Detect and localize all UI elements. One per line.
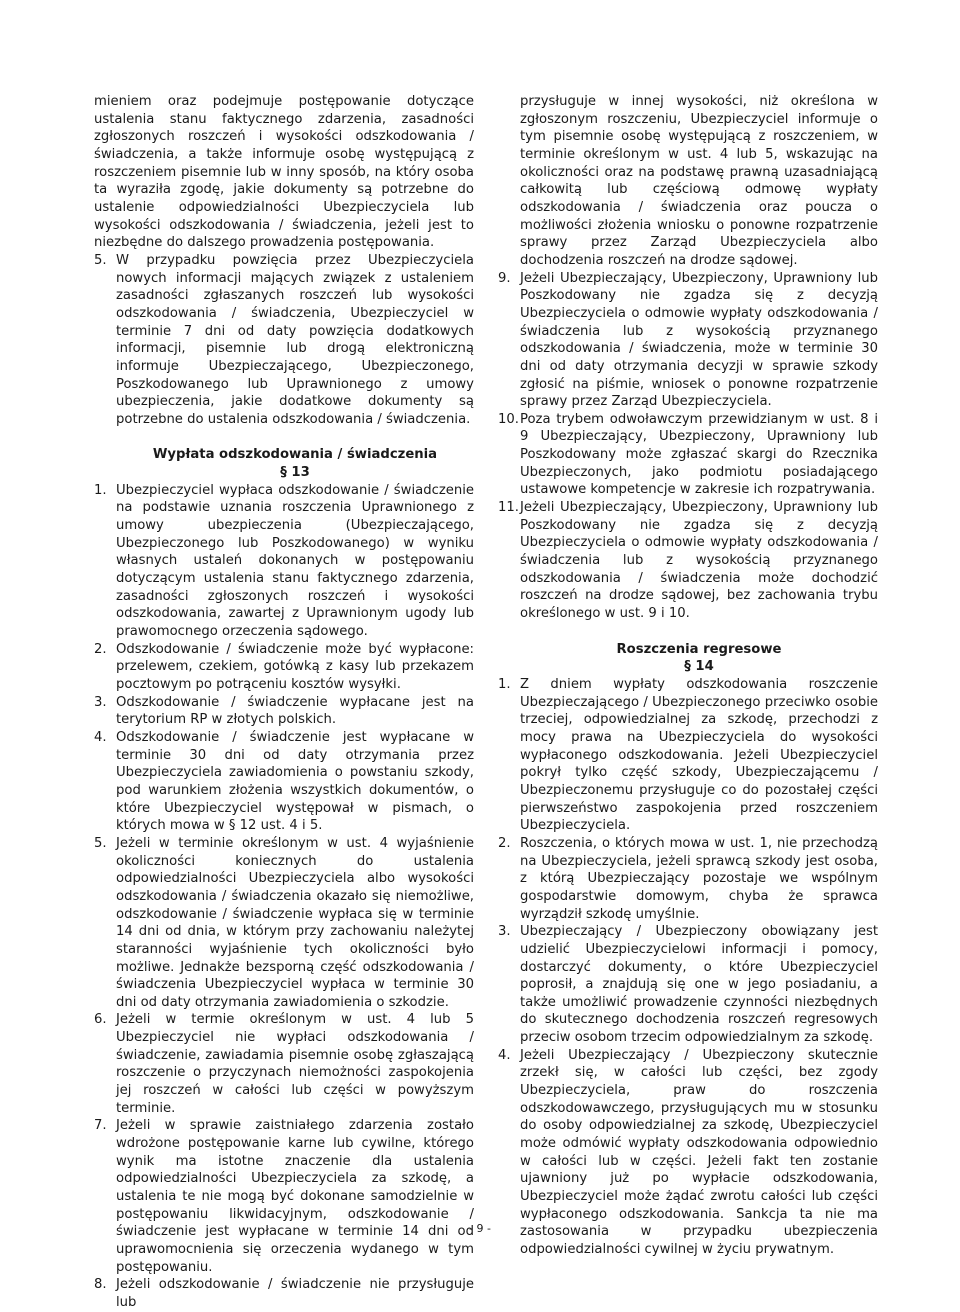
list-item-number: 8.: [94, 1277, 107, 1293]
list-item-text: W przypadku powzięcia przez Ubezpieczyciela nowych informacji mających związek z ustaleniem zasadności zgłaszanych roszczeń lub wysokości odszkodowania / świadczenia, Ubezpieczyciel w terminie 7 dni od daty powzięcia dodatkowych informacji, pisemnie lub drogą elektroniczną informuje Ubezpieczającego, Ubezpieczonego, Poszkodowanego lub Uprawnionego z umowy ubezpieczenia, jakie dodatkowe dokumenty są potrzebne do ustalenia odszkodowania / świadczenia.: [116, 252, 474, 427]
list-item-text: Odszkodowanie / świadczenie może być wypłacone: przelewem, czekiem, gotówką z kasy lub przekazem pocztowym po potrąceniu kosztów wysyłki.: [116, 641, 474, 692]
list-item-text: Jeżeli Ubezpieczający, Ubezpieczony, Uprawniony lub Poszkodowany nie zgadza się z decyzją Ubezpieczyciela o odmowie wypłaty odszkodowania / świadczenia lub z wysokością przyznanego odszkodowania / świadczenia może dochodzić roszczeń na drodze sądowej, bez zachowania trybu określonego w ust. 9 i 10.: [520, 500, 878, 622]
list-item-number: 3.: [94, 694, 107, 710]
right-column: [498, 93, 878, 1259]
list-item-text: Jeżeli odszkodowanie / świadczenie nie przysługuje lub: [116, 1277, 474, 1310]
list-item: [498, 411, 878, 499]
list-item-number: 3.: [498, 924, 511, 940]
list-item: [498, 676, 878, 835]
list-item-text: Ubezpieczający / Ubezpieczony obowiązany jest udzielić Ubezpieczycielowi informacji i pomocy, dostarczyć dokumenty, o które Ubezpieczyciel poprosił, a znajdują się one w jego posiadaniu, a także umożliwić prowadzenie czynności niezbędnych do skutecznego dochodzenia roszczeń regresowych przeciw osobom trzecim odpowiedzialnym za szkodę.: [520, 924, 878, 1046]
list-item-number: 6.: [94, 1012, 107, 1028]
list-item-text: Z dniem wypłaty odszkodowania roszczenie Ubezpieczającego / Ubezpieczonego przeciwko osobie trzeciej, odpowiedzialnej za szkodę, przechodzi z mocy prawa na Ubezpieczyciela do wysokości wypłaconego odszkodowania. Jeżeli Ubezpieczyciel pokrył tylko część szkody, Ubezpieczającemu / Ubezpieczonemu przysługuje co do pozostałej części pierwszeństwo zaspokojenia przed roszczeniem Ubezpieczyciela.: [520, 677, 878, 834]
list-item-number: 1.: [94, 482, 107, 498]
list-item-text: Roszczenia, o których mowa w ust. 1, nie przechodzą na Ubezpieczyciela, jeżeli sprawcą szkody jest osoba, z którą Ubezpieczający pozostaje we wspólnym gospodarstwie domowym, chyba że sprawca wyrządził szkodę umyślnie.: [520, 835, 878, 922]
list-item-text: Odszkodowanie / świadczenie jest wypłacane w terminie 30 dni od daty otrzymania przez Ubezpieczyciela zawiadomienia o powstaniu szkody, pod warunkiem złożenia wszystkich dokumentów, o które Ubezpieczyciel występował w pismach, o których mowa w § 12 ust. 4 i 5.: [116, 729, 474, 834]
list-item-number: 2.: [94, 641, 107, 657]
list-item-text: Odszkodowanie / świadczenie wypłacane jest na terytorium RP w złotych polskich.: [116, 694, 474, 728]
list-item: [498, 499, 878, 623]
list-item: [498, 835, 878, 923]
section-14-title: Roszczenia regresowe: [616, 641, 782, 657]
list-item: [94, 1117, 474, 1276]
right-continuation-paragraph: przysługuje w innej wysokości, niż określona w zgłoszonym roszczeniu, Ubezpieczyciel informuje o tym pisemnie osobę występującą z roszczeniem, w terminie określonym w ust. 4 lub 5, wskazując na okoliczności oraz na podstawę prawną uzasadniającą całkowitą lub częściową odmowę wypłaty odszkodowania / świadczenia oraz poucza o możliwości złożenia wniosku o ponowne rozpatrzenie sprawy przez Zarząd Ubezpieczyciela albo dochodzenia roszczeń na drodze sądowej.: [520, 94, 878, 268]
list-item-text: Jeżeli w terminie określonym w ust. 4 wyjaśnienie okoliczności koniecznych do ustalenia odpowiedzialności Ubezpieczyciela albo wysokości odszkodowania / świadczenia okazało się niemożliwe, odszkodowanie / świadczenie wypłaca się w terminie 14 dni od dnia, w którym przy zachowaniu należytej staranności wyjaśnienie tych okoliczności było możliwe. Jednakże bezsporną część odszkodowania / świadczenia Ubezpieczyciel wypłaca w terminie 30 dni od daty otrzymania zawiadomienia o szkodzie.: [116, 835, 474, 1010]
list-item-text: Poza trybem odwoławczym przewidzianym w ust. 8 i 9 Ubezpieczający, Ubezpieczony, Uprawniony lub Poszkodowany może zgłaszać skargi do Rzecznika Ubezpieczonych, jako podmiotu posiadającego ustawowe kompetencje w zakresie ich rozpatrywania.: [520, 411, 878, 498]
left-column: [94, 93, 474, 1312]
list-item: [94, 729, 474, 835]
list-item-text: Ubezpieczyciel wypłaca odszkodowanie / świadczenie na podstawie uznania roszczenia Uprawnionego z umowy ubezpieczenia (Ubezpieczającego, Ubezpieczonego lub Poszkodowanego) w wyniku własnych ustaleń dokonanych w postępowaniu dotyczącym ustalenia stanu faktycznego zdarzenia, zasadności zgłoszonych roszczeń i wysokości odszkodowania, zawartej z Uprawnionym ugody lub prawomocnego orzeczenia sądowego.: [116, 482, 474, 640]
list-item-number: 9.: [498, 270, 511, 286]
list-item: [94, 641, 474, 694]
list-item-text: Jeżeli w sprawie zaistniałego zdarzenia zostało wdrożone postępowanie karne lub cywilne, którego wynik ma istotne znaczenie dla ustalenia odpowiedzialności Ubezpieczyciela za szkodę, a ustalenia te nie mogą być dokonane samodzielnie w postępowaniu likwidacyjnym, odszkodowanie / świadczenie jest wypłacane w terminie 14 dni od uprawomocnienia się orzeczenia wydanego w tym postępowaniu.: [116, 1118, 474, 1275]
list-item: [94, 1276, 474, 1311]
list-item-number: 1.: [498, 677, 511, 692]
list-item: [94, 252, 474, 429]
list-item: [94, 835, 474, 1012]
list-item-number: 10.: [498, 411, 519, 427]
list-item: [498, 270, 878, 411]
list-item: [94, 1011, 474, 1117]
list-item-text: Jeżeli Ubezpieczający / Ubezpieczony skutecznie zrzekł się, w całości lub części, bez zgody Ubezpieczyciela, praw do roszczenia odszkodowawczego, przysługujących mu w stosunku do osoby odpowiedzialnej za szkodę, Ubezpieczyciel może odmówić wypłaty odszkodowania odpowiednio w całości lub w części. Jeżeli fakt ten zostanie ujawniony już po wypłacie odszkodowania, Ubezpieczyciel może żądać zwrotu całości lub części wypłaconego odszkodowania. Sankcja ta nie ma zastosowania w przypadku ubezpieczenia odpowiedzialności cywilnej w życiu prywatnym.: [520, 1047, 878, 1257]
list-item-number: 5.: [94, 252, 107, 268]
list-item-number: 2.: [498, 835, 511, 851]
list-item-number: 11.: [498, 500, 519, 516]
list-item: [498, 923, 878, 1047]
list-item: [94, 482, 474, 641]
list-item-text: Jeżeli w termie określonym w ust. 4 lub 5 Ubezpieczyciel nie wypłaci odszkodowania / świadczenie, zawiadamia pisemnie osobę zgłaszającą roszczenie o przyczynach niemożności zaspokojenia jej roszczeń w całości lub części w powyższym terminie.: [116, 1012, 474, 1116]
list-item-number: 7.: [94, 1118, 107, 1134]
list-item-number: 5.: [94, 835, 107, 851]
list-item-text: Jeżeli Ubezpieczający, Ubezpieczony, Uprawniony lub Poszkodowany nie zgadza się z decyzją Ubezpieczyciela o odmowie wypłaty odszkodowania / świadczenia lub z wysokością przyznanego odszkodowania / świadczenia, może w terminie 30 dni od daty otrzymania decyzji w sprawie szkody zgłosić na piśmie, wniosek o ponowne rozpatrzenie sprawy przez Zarząd Ubezpieczyciela.: [520, 270, 878, 410]
left-intro-paragraph: mieniem oraz podejmuje postępowanie dotyczące ustalenia stanu faktycznego zdarzenia, zasadności zgłoszonych roszczeń i wysokości odszkodowania / świadczenia, a także informuje osobę występującą z roszczeniem pisemnie lub w inny sposób, na który osoba ta wyraziła zgodę, jakie dokumenty są potrzebne do ustalenie odpowiedzialności Ubezpieczyciela lub wysokości odszkodowania / świadczenia, jeżeli jest to niezbędne do dalszego prowadzenia postępowania.: [94, 94, 474, 251]
page-number: - 9 -: [469, 1222, 491, 1235]
section-14-number: § 14: [684, 659, 714, 675]
list-item-number: 4.: [498, 1047, 511, 1063]
list-item: [94, 694, 474, 729]
section-13-number: § 13: [280, 465, 310, 481]
section-13-title: Wypłata odszkodowania / świadczenia: [152, 447, 438, 463]
list-item-number: 4.: [94, 729, 107, 745]
